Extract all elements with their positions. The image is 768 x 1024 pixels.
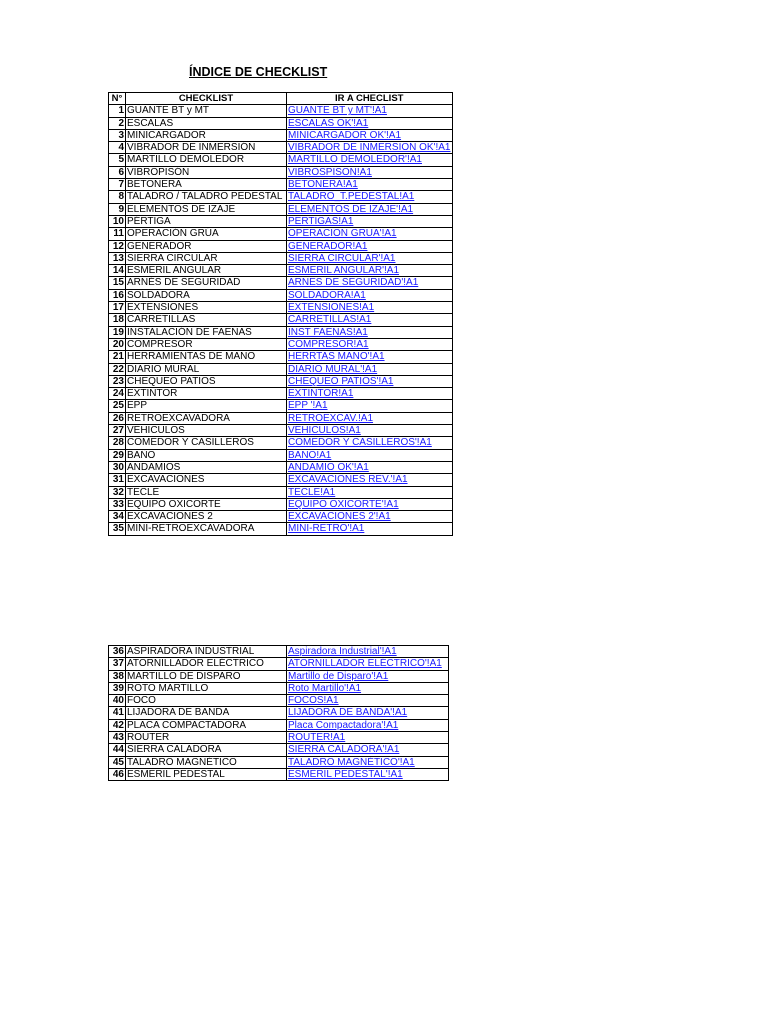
- checklist-link[interactable]: Martillo de Disparo'!A1: [287, 670, 449, 682]
- table-row: [109, 523, 453, 535]
- row-number: 2: [109, 117, 126, 129]
- table-row: [109, 682, 449, 694]
- checklist-name: MINICARGADOR: [126, 129, 287, 141]
- checklist-name: VIBRADOR DE INMERSIÓN: [126, 142, 287, 154]
- row-number: 5: [109, 154, 126, 166]
- checklist-link[interactable]: MINI-RETRO'!A1: [287, 523, 453, 535]
- checklist-link[interactable]: ESMERIL PEDESTAL'!A1: [287, 768, 449, 780]
- row-number: 3: [109, 129, 126, 141]
- table-row: [109, 707, 449, 719]
- checklist-name: SIERRA CALADORA: [126, 744, 287, 756]
- row-number: 19: [109, 326, 126, 338]
- row-number: 12: [109, 240, 126, 252]
- row-number: 20: [109, 338, 126, 350]
- checklist-link[interactable]: ATORNILLADOR ELÉCTRICO'!A1: [287, 658, 449, 670]
- row-number: 11: [109, 228, 126, 240]
- checklist-name: MARTILLO DE DISPARO: [126, 670, 287, 682]
- table-row: [109, 461, 453, 473]
- table-body: [109, 105, 453, 535]
- table-row: [109, 498, 453, 510]
- checklist-name: EXCAVACIONES 2: [126, 511, 287, 523]
- checklist-link[interactable]: Roto Martillo'!A1: [287, 682, 449, 694]
- table-row: [109, 252, 453, 264]
- checklist-link[interactable]: COMEDOR Y CASILLEROS'!A1: [287, 437, 453, 449]
- table-header-row: [109, 93, 453, 105]
- checklist-name: EPP: [126, 400, 287, 412]
- table-row: [109, 142, 453, 154]
- checklist-name: ATORNILLADOR ELÉCTRICO: [126, 658, 287, 670]
- row-number: 13: [109, 252, 126, 264]
- table-row: [109, 191, 453, 203]
- table-body-2: [109, 646, 449, 781]
- checklist-index-table: [108, 92, 453, 536]
- row-number: 7: [109, 179, 126, 191]
- row-number: 1: [109, 105, 126, 117]
- checklist-link[interactable]: MARTILLO DEMOLEDOR'!A1: [287, 154, 453, 166]
- checklist-link[interactable]: COMPRESOR!A1: [287, 338, 453, 350]
- table-row: [109, 351, 453, 363]
- row-number: 16: [109, 289, 126, 301]
- checklist-name: OPERACIÓN GRÚA: [126, 228, 287, 240]
- checklist-link[interactable]: INST FAENAS!A1: [287, 326, 453, 338]
- table-row: [109, 486, 453, 498]
- checklist-name: PLACA COMPACTADORA: [126, 719, 287, 731]
- row-number: 31: [109, 474, 126, 486]
- checklist-link[interactable]: DIARIO MURAL'!A1: [287, 363, 453, 375]
- row-number: 22: [109, 363, 126, 375]
- table-row: [109, 719, 449, 731]
- checklist-link[interactable]: OPERACION GRUA'!A1: [287, 228, 453, 240]
- table-row: [109, 277, 453, 289]
- checklist-link[interactable]: PERTIGAS!A1: [287, 215, 453, 227]
- table-row: [109, 240, 453, 252]
- row-number: 21: [109, 351, 126, 363]
- checklist-name: LIJADORA DE BANDA: [126, 707, 287, 719]
- checklist-name: VEHICULOS: [126, 425, 287, 437]
- checklist-link[interactable]: ESMERIL ANGULAR'!A1: [287, 265, 453, 277]
- checklist-name: GENERADOR: [126, 240, 287, 252]
- checklist-link[interactable]: TALADRO_T.PEDESTAL!A1: [287, 191, 453, 203]
- checklist-link[interactable]: LIJADORA DE BANDA'!A1: [287, 707, 449, 719]
- row-number: 26: [109, 412, 126, 424]
- checklist-name: MARTILLO DEMOLEDOR: [126, 154, 287, 166]
- row-number: 29: [109, 449, 126, 461]
- row-number: 6: [109, 166, 126, 178]
- header-number: N°: [109, 93, 126, 105]
- table-row: [109, 265, 453, 277]
- row-number: 25: [109, 400, 126, 412]
- header-link: IR A CHECLIST: [287, 93, 453, 105]
- checklist-name: TALADRO / TALADRO PEDESTAL: [126, 191, 287, 203]
- table-row: [109, 756, 449, 768]
- checklist-name: TECLE: [126, 486, 287, 498]
- checklist-link[interactable]: TECLE!A1: [287, 486, 453, 498]
- checklist-name: ASPIRADORA INDUSTRIAL: [126, 646, 287, 658]
- row-number: 27: [109, 425, 126, 437]
- table-row: [109, 215, 453, 227]
- checklist-name: BETONERA: [126, 179, 287, 191]
- table-row: [109, 363, 453, 375]
- checklist-name: TALADRO MAGNÉTICO: [126, 756, 287, 768]
- row-number: 15: [109, 277, 126, 289]
- row-number: 17: [109, 302, 126, 314]
- row-number: 14: [109, 265, 126, 277]
- table-row: [109, 744, 449, 756]
- table-row: [109, 326, 453, 338]
- row-number: 43: [109, 732, 126, 744]
- row-number: 45: [109, 756, 126, 768]
- table-row: [109, 154, 453, 166]
- row-number: 40: [109, 695, 126, 707]
- table-row: [109, 129, 453, 141]
- checklist-link[interactable]: BETONERA!A1: [287, 179, 453, 191]
- row-number: 46: [109, 768, 126, 780]
- checklist-link[interactable]: ESCALAS OK'!A1: [287, 117, 453, 129]
- checklist-link[interactable]: EPP '!A1: [287, 400, 453, 412]
- checklist-name: EQUIPO OXICORTE: [126, 498, 287, 510]
- checklist-link[interactable]: ELEMENTOS DE IZAJE'!A1: [287, 203, 453, 215]
- row-number: 23: [109, 375, 126, 387]
- row-number: 4: [109, 142, 126, 154]
- checklist-name: GUANTE BT y MT: [126, 105, 287, 117]
- checklist-link[interactable]: GENERADOR!A1: [287, 240, 453, 252]
- table-row: [109, 658, 449, 670]
- checklist-name: ESCALAS: [126, 117, 287, 129]
- checklist-name: BAÑO: [126, 449, 287, 461]
- row-number: 37: [109, 658, 126, 670]
- checklist-link[interactable]: Placa Compactadora'!A1: [287, 719, 449, 731]
- checklist-name: ROTO MARTILLO: [126, 682, 287, 694]
- table-row: [109, 437, 453, 449]
- checklist-link[interactable]: ANDAMIO OK'!A1: [287, 461, 453, 473]
- table-row: [109, 179, 453, 191]
- checklist-link[interactable]: EXTENSIONES!A1: [287, 302, 453, 314]
- row-number: 38: [109, 670, 126, 682]
- checklist-link[interactable]: EXTINTOR!A1: [287, 388, 453, 400]
- table-row: [109, 695, 449, 707]
- checklist-index-table-2: [108, 645, 449, 781]
- row-number: 39: [109, 682, 126, 694]
- checklist-name: DIARIO MURAL: [126, 363, 287, 375]
- table-row: [109, 425, 453, 437]
- table-row: [109, 105, 453, 117]
- checklist-link[interactable]: VIBRADOR DE INMERSION OK'!A1: [288, 142, 451, 154]
- checklist-name: MINI-RETROEXCAVADORA: [126, 523, 287, 535]
- checklist-link[interactable]: MINICARGADOR OK'!A1: [287, 129, 453, 141]
- table-row: [109, 400, 453, 412]
- row-number: 30: [109, 461, 126, 473]
- checklist-link[interactable]: HERRTAS MANO'!A1: [287, 351, 453, 363]
- row-number: 28: [109, 437, 126, 449]
- row-number: 42: [109, 719, 126, 731]
- row-number: 9: [109, 203, 126, 215]
- checklist-name: ELEMENTOS DE IZAJE: [126, 203, 287, 215]
- checklist-name: ROUTER: [126, 732, 287, 744]
- table-row: [109, 412, 453, 424]
- row-number: 18: [109, 314, 126, 326]
- table-row: [109, 166, 453, 178]
- row-number: 41: [109, 707, 126, 719]
- table-row: [109, 302, 453, 314]
- checklist-link[interactable]: VIBROSPISON!A1: [287, 166, 453, 178]
- table-row: [109, 117, 453, 129]
- checklist-link[interactable]: EXCAVACIONES 2'!A1: [287, 511, 453, 523]
- checklist-name: HERRAMIENTAS DE MANO: [126, 351, 287, 363]
- checklist-name: EXTENSIONES: [126, 302, 287, 314]
- checklist-link[interactable]: SIERRA CALADORA'!A1: [287, 744, 449, 756]
- checklist-link[interactable]: ROUTER!A1: [287, 732, 449, 744]
- checklist-name: VIBROPISÓN: [126, 166, 287, 178]
- page-title: ÍNDICE DE CHECKLIST: [189, 65, 328, 79]
- table-row: [109, 203, 453, 215]
- checklist-link[interactable]: TALADRO MAGNÉTICO'!A1: [287, 756, 449, 768]
- checklist-name: CHEQUEO PATIOS: [126, 375, 287, 387]
- table-row: [109, 228, 453, 240]
- table-row: [109, 338, 453, 350]
- checklist-link[interactable]: ARNES DE SEGURIDAD'!A1: [287, 277, 453, 289]
- checklist-link[interactable]: RETROEXCAV.!A1: [287, 412, 453, 424]
- checklist-link[interactable]: FOCOS!A1: [287, 695, 449, 707]
- table-row: [109, 646, 449, 658]
- checklist-name: PÉRTIGA: [126, 215, 287, 227]
- checklist-link[interactable]: Aspiradora Industrial'!A1: [287, 646, 449, 658]
- row-number: 32: [109, 486, 126, 498]
- checklist-name: COMEDOR Y CASILLEROS: [126, 437, 287, 449]
- checklist-name: ARNÉS DE SEGURIDAD: [126, 277, 287, 289]
- checklist-name: SIERRA CIRCULAR: [126, 252, 287, 264]
- row-number: 33: [109, 498, 126, 510]
- checklist-name: ESMERIL ANGULAR: [126, 265, 287, 277]
- checklist-link[interactable]: EQUIPO OXICORTE'!A1: [287, 498, 453, 510]
- checklist-name: RETROEXCAVADORA: [126, 412, 287, 424]
- row-number: 36: [109, 646, 126, 658]
- checklist-name: CARRETILLAS: [126, 314, 287, 326]
- checklist-link[interactable]: CHEQUEO PATIOS'!A1: [287, 375, 453, 387]
- checklist-link[interactable]: SIERRA CIRCULAR'!A1: [287, 252, 453, 264]
- checklist-name: COMPRESOR: [126, 338, 287, 350]
- checklist-link[interactable]: SOLDADORA!A1: [287, 289, 453, 301]
- row-number: 35: [109, 523, 126, 535]
- table-row: [109, 314, 453, 326]
- row-number: 34: [109, 511, 126, 523]
- table-row: [109, 732, 449, 744]
- row-number: 10: [109, 215, 126, 227]
- checklist-name: ANDAMIOS: [126, 461, 287, 473]
- checklist-name: INSTALACIÓN DE FAENAS: [126, 326, 287, 338]
- checklist-name: ESMERIL PEDESTAL: [126, 768, 287, 780]
- checklist-name: FOCO: [126, 695, 287, 707]
- table-row: [109, 670, 449, 682]
- checklist-name: SOLDADORA: [126, 289, 287, 301]
- table-row: [109, 768, 449, 780]
- row-number: 8: [109, 191, 126, 203]
- checklist-link[interactable]: VEHICULOS!A1: [287, 425, 453, 437]
- table-row: [109, 511, 453, 523]
- table-row: [109, 388, 453, 400]
- table-row: [109, 289, 453, 301]
- row-number: 44: [109, 744, 126, 756]
- header-checklist: CHECKLIST: [126, 93, 287, 105]
- table-row: [109, 449, 453, 461]
- checklist-name: EXTINTOR: [126, 388, 287, 400]
- table-row: [109, 474, 453, 486]
- checklist-link[interactable]: EXCAVACIONES REV.'!A1: [287, 474, 453, 486]
- checklist-link[interactable]: GUANTE BT y MT'!A1: [287, 105, 453, 117]
- checklist-link[interactable]: CARRETILLAS!A1: [287, 314, 453, 326]
- row-number: 24: [109, 388, 126, 400]
- checklist-link[interactable]: BANO!A1: [287, 449, 453, 461]
- checklist-name: EXCAVACIONES: [126, 474, 287, 486]
- table-row: [109, 375, 453, 387]
